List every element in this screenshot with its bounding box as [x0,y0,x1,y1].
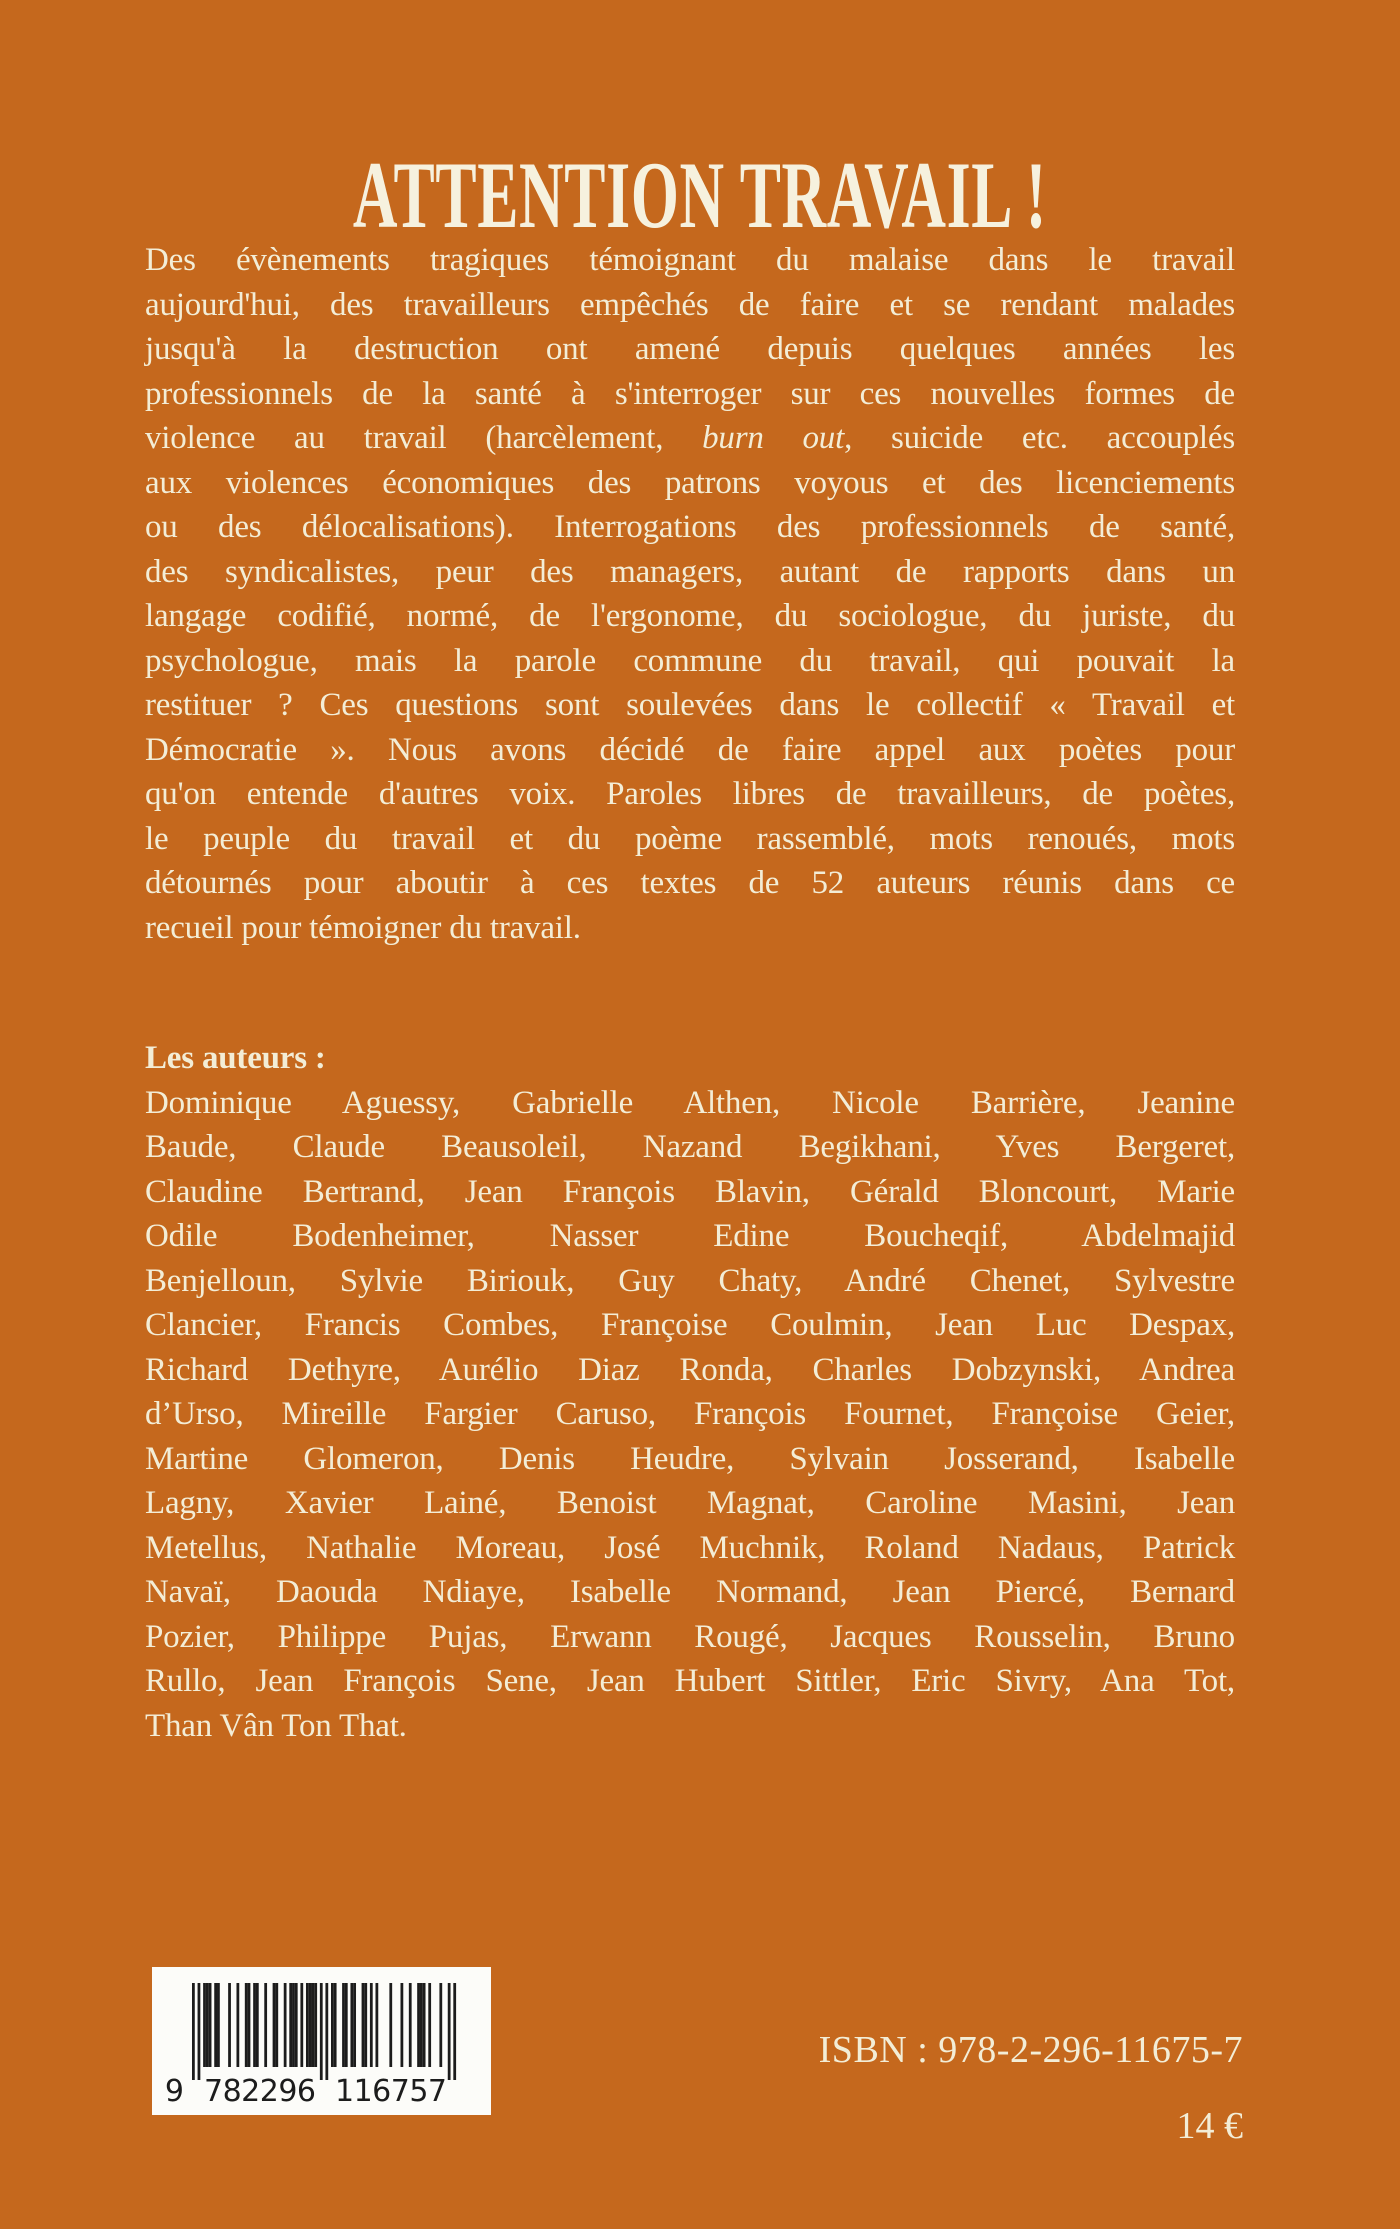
text-line: Benjelloun, Sylvie Biriouk, Guy Chaty, André Chenet, Sylvestre [145,1262,1235,1299]
book-title-text: ATTENTION TRAVAIL ! [352,141,1048,248]
isbn-text: ISBN : 978-2-296-11675-7 [818,2029,1243,2071]
price-text: 14 € [1176,2105,1243,2147]
barcode-digits: 9 [164,2074,184,2109]
text-line: Metellus, Nathalie Moreau, José Muchnik, Roland Nadaus, Patrick [145,1529,1235,1566]
text-line: Navaï, Daouda Ndiaye, Isabelle Normand, Jean Piercé, Bernard [145,1574,1235,1610]
text-line: Rullo, Jean François Sene, Jean Hubert Sittler, Eric Sivry, Ana Tot, [145,1663,1235,1699]
barcode-digits: 116757 [335,2074,447,2109]
text-line: restituer ? Ces questions sont soulevées dans le collectif « Travail et [145,687,1235,723]
text-line: Than Vân Ton That. [145,1707,407,1744]
text-line: violence au travail (harcèlement, burn out, suicide etc. accouplés [145,420,1235,456]
text-line: Lagny, Xavier Lainé, Benoist Magnat, Caroline Masini, Jean [145,1485,1235,1521]
text-line: Pozier, Philippe Pujas, Erwann Rougé, Jacques Rousselin, Bruno [145,1618,1235,1655]
book-title [0,141,1400,248]
text-line: Des évènements tragiques témoignant du malaise dans le travail [145,242,1235,278]
text-line: Dominique Aguessy, Gabrielle Althen, Nicole Barrière, Jeanine [145,1084,1235,1121]
text-line: Baude, Claude Beausoleil, Nazand Begikhani, Yves Bergeret, [145,1129,1235,1165]
text-line: d’Urso, Mireille Fargier Caruso, François Fournet, Françoise Geier, [145,1396,1235,1432]
barcode [152,1967,491,2115]
back-cover-text [145,238,1235,950]
text-line: Odile Bodenheimer, Nasser Edine Boucheqif, Abdelmajid [145,1218,1235,1254]
authors-section [145,1036,1235,1748]
text-line: jusqu'à la destruction ont amené depuis quelques années les [145,331,1235,367]
text-line: des syndicalistes, peur des managers, autant de rapports dans un [145,553,1235,590]
text-line: détournés pour aboutir à ces textes de 52 auteurs réunis dans ce [145,865,1235,901]
authors-heading: Les auteurs : [145,1040,326,1076]
text-line: qu'on entende d'autres voix. Paroles libres de travailleurs, de poètes, [145,776,1235,812]
text-line: Martine Glomeron, Denis Heudre, Sylvain Josserand, Isabelle [145,1440,1235,1477]
text-line: Claudine Bertrand, Jean François Blavin, Gérald Bloncourt, Marie [145,1173,1235,1210]
text-line: aux violences économiques des patrons voyous et des licenciements [145,464,1235,501]
text-line: ou des délocalisations). Interrogations des professionnels de santé, [145,509,1235,545]
text-line: aujourd'hui, des travailleurs empêchés de faire et se rendant malades [145,286,1235,323]
text-line: psychologue, mais la parole commune du travail, qui pouvait la [145,642,1235,679]
authors-list [145,1081,1235,1749]
text-line: recueil pour témoigner du travail. [145,909,581,946]
text-line: le peuple du travail et du poème rassemblé, mots renoués, mots [145,820,1235,857]
barcode-digits: 782296 [204,2074,316,2109]
text-line: Richard Dethyre, Aurélio Diaz Ronda, Charles Dobzynski, Andrea [145,1351,1235,1388]
text-line: langage codifié, normé, de l'ergonome, du sociologue, du juriste, du [145,598,1235,634]
text-line: Démocratie ». Nous avons décidé de faire appel aux poètes pour [145,731,1235,768]
barcode-image [152,1967,491,2115]
text-line: professionnels de la santé à s'interroger sur ces nouvelles formes de [145,375,1235,412]
text-line: Clancier, Francis Combes, Françoise Coulmin, Jean Luc Despax, [145,1307,1235,1343]
